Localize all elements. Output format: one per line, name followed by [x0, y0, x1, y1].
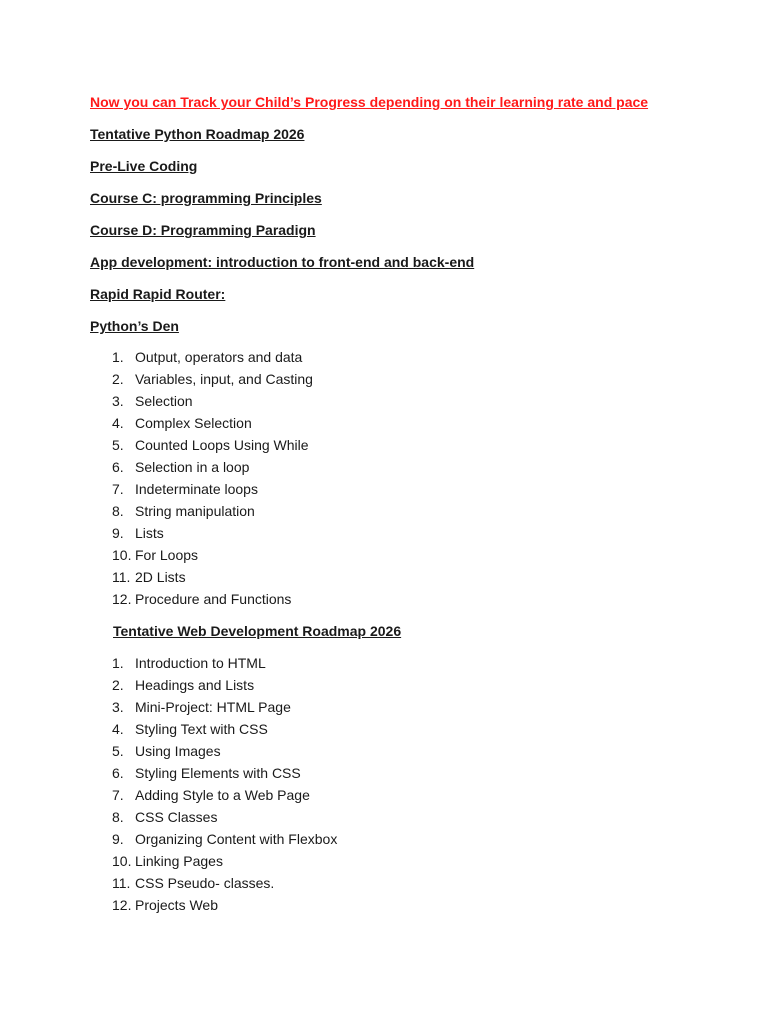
- pythons-den-heading: Python’s Den: [90, 318, 179, 334]
- list-item: 2. Variables, input, and Casting: [112, 371, 313, 387]
- banner-heading: Now you can Track your Child’s Progress depending on their learning rate and pace: [90, 94, 649, 110]
- list-item: 3. Mini-Project: HTML Page: [112, 699, 291, 715]
- pre-live-coding-heading: Pre-Live Coding: [90, 158, 198, 174]
- list-item: 8. String manipulation: [112, 503, 255, 519]
- list-item: 11. CSS Pseudo- classes.: [112, 875, 275, 891]
- list-item: 9. Lists: [112, 525, 164, 541]
- list-item: 6. Selection in a loop: [112, 459, 250, 475]
- list-item: 4. Styling Text with CSS: [112, 721, 268, 737]
- list-item: 12. Procedure and Functions: [112, 591, 292, 607]
- document-page: [90, 93, 710, 916]
- list-item: 7. Indeterminate loops: [112, 481, 258, 497]
- app-development-heading: App development: introduction to front-end and back-end: [90, 254, 475, 270]
- list-item: 4. Complex Selection: [112, 415, 252, 431]
- list-item: 5. Using Images: [112, 743, 221, 759]
- list-item: 1. Introduction to HTML: [112, 655, 266, 671]
- list-item: 10. Linking Pages: [112, 853, 223, 869]
- list-item: 9. Organizing Content with Flexbox: [112, 831, 338, 847]
- course-c-heading: Course C: programming Principles: [90, 190, 322, 206]
- list-item: 8. CSS Classes: [112, 809, 218, 825]
- list-item: 11. 2D Lists: [112, 569, 186, 585]
- course-d-heading: Course D: Programming Paradign: [90, 222, 316, 238]
- list-item: 2. Headings and Lists: [112, 677, 255, 693]
- list-item: 12. Projects Web: [112, 897, 218, 913]
- python-roadmap-heading: Tentative Python Roadmap 2026: [90, 126, 305, 142]
- list-item: 7. Adding Style to a Web Page: [112, 787, 310, 803]
- list-item: 6. Styling Elements with CSS: [112, 765, 301, 781]
- list-item: 5. Counted Loops Using While: [112, 437, 309, 453]
- web-topic-list: [90, 652, 710, 916]
- list-item: 10. For Loops: [112, 547, 199, 563]
- web-roadmap-heading: Tentative Web Development Roadmap 2026: [113, 623, 402, 639]
- rapid-router-heading: Rapid Rapid Router:: [90, 286, 226, 302]
- list-item: 3. Selection: [112, 393, 193, 409]
- list-item: 1. Output, operators and data: [112, 349, 303, 365]
- python-topic-list: [90, 346, 710, 610]
